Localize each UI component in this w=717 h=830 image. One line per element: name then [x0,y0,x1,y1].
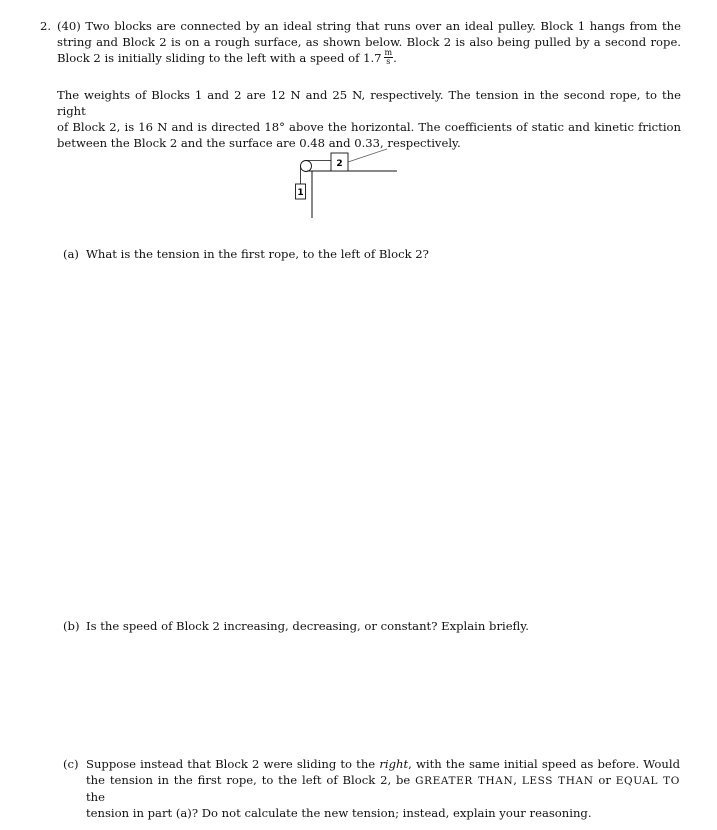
rope-2 [348,149,387,162]
option-separator-1: , [513,773,522,787]
option-less-than: LESS THAN [521,775,594,787]
intro-line-1: (40) Two blocks are connected by an ideal string that runs over an ideal pulley. Block 1 hangs from the [57,19,681,33]
part-c-question [86,756,680,821]
intro-line-2: string and Block 2 is on a rough surface, as shown below. Block 2 is also being pulled by a second rope. [57,35,681,49]
part-c-line-2-pre: the tension in the first rope, to the left of Block 2, be [86,773,416,787]
speed-unit-fraction [384,49,394,66]
given-line-3: between the Block 2 and the surface are 0.48 and 0.33, respectively. [57,136,461,150]
part-c-line-1-post: , with the same initial speed as before. Would [408,757,681,771]
part-c-line-2-post: the [86,790,105,804]
speed-unit-denominator: s [386,56,391,66]
block-2-label: 2 [336,159,343,169]
intro-line-3-end: . [393,51,397,65]
part-b-question: Is the speed of Block 2 increasing, decreasing, or constant? Explain briefly. [86,619,529,633]
pulley-diagram [290,145,405,225]
option-greater-than: GREATER THAN [415,775,514,787]
part-c-line-1-pre: Suppose instead that Block 2 were sliding to the [86,757,380,771]
speed-unit-numerator: m [384,47,393,57]
part-c-line-1 [86,756,680,772]
option-or-word: or [593,773,616,787]
part-c-label: (c) [63,757,79,771]
part-a-label: (a) [63,247,79,261]
problem-number: 2. [40,19,52,33]
part-a-question: What is the tension in the first rope, to the left of Block 2? [86,247,429,261]
given-line-2: of Block 2, is 16 N and is directed 18° above the horizontal. The coefficients of static and kinetic friction [57,120,681,134]
part-c-line-3: tension in part (a)? Do not calculate the new tension; instead, explain your reasoning. [86,806,592,820]
problem-intro-text [57,18,681,68]
option-equal-to: EQUAL TO [615,775,680,787]
problem-given [57,87,681,151]
given-line-1: The weights of Blocks 1 and 2 are 12 N and 25 N, respectively. The tension in the second rope, to the right [57,88,681,118]
block-1-label: 1 [297,188,304,198]
part-c-line-1-emphasis: right [379,757,409,771]
part-c-line-2 [86,772,680,805]
intro-line-3 [57,47,681,68]
part-b-label: (b) [63,619,80,633]
pulley [301,161,312,172]
intro-line-3-text: Block 2 is initially sliding to the left with a speed of 1.7 [57,51,382,65]
